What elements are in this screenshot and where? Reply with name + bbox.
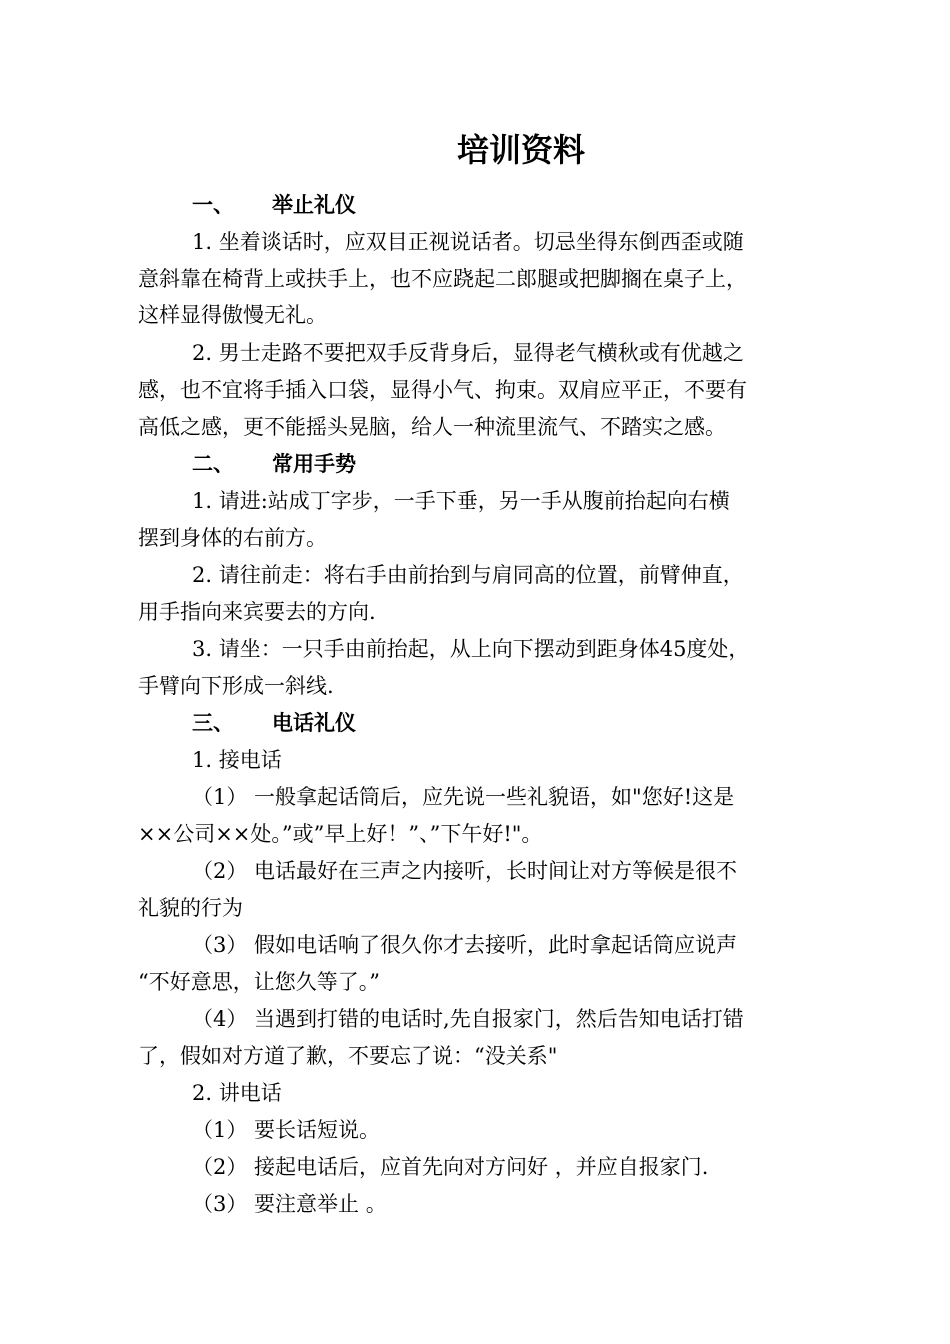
paragraph-line: 这样显得傲慢无礼。 xyxy=(138,303,327,327)
section-number: 一、 xyxy=(192,193,234,217)
paragraph-line: “不好意思，让您久等了。” xyxy=(138,970,380,994)
paragraph-line: 感，也不宜将手插入口袋，显得小气、拘束。双肩应平正，不要有 xyxy=(138,378,747,402)
paragraph-line: 高低之感，更不能摇头晃脑，给人一种流里流气、不踏实之感。 xyxy=(138,415,726,439)
paragraph-line: 用手指向来宾要去的方向. xyxy=(138,600,376,624)
paragraph-line: 了，假如对方道了歉，不要忘了说：“没关系" xyxy=(138,1044,558,1068)
paragraph-line: 2. 男士走路不要把双手反背身后，显得老气横秋或有优越之 xyxy=(192,341,744,365)
paragraph-line: 1. 接电话 xyxy=(192,748,282,772)
section-title: 电话礼仪 xyxy=(272,711,356,735)
section-heading-3 xyxy=(192,708,892,738)
paragraph-line: （3） 假如电话响了很久你才去接听，此时拿起话筒应说声 xyxy=(192,933,738,957)
paragraph-line: （2） 接起电话后，应首先向对方问好 ，并应自报家门. xyxy=(192,1155,709,1179)
paragraph-line: 2. 请往前走：将右手由前抬到与肩同高的位置，前臂伸直， xyxy=(192,563,744,587)
paragraph-line: 手臂向下形成一斜线. xyxy=(138,674,334,698)
paragraph-line: 2. 讲电话 xyxy=(192,1081,282,1105)
paragraph-line: （4） 当遇到打错的电话时,先自报家门，然后告知电话打错 xyxy=(192,1007,744,1031)
page-title: 培训资料 xyxy=(456,131,585,169)
paragraph-line: 礼貌的行为 xyxy=(138,896,243,920)
paragraph-line: （2） 电话最好在三声之内接听，长时间让对方等候是很不 xyxy=(192,859,738,883)
section-number: 二、 xyxy=(192,452,234,476)
paragraph-line: ××公司××处。”或”早上好！”、”下午好!"。 xyxy=(138,822,543,846)
section-number: 三、 xyxy=(192,711,234,735)
section-title: 常用手势 xyxy=(272,452,356,476)
paragraph-line: （1） 一般拿起话筒后，应先说一些礼貌语，如"您好!这是 xyxy=(192,785,735,809)
section-heading-1 xyxy=(192,190,892,220)
paragraph-line: 1. 坐着谈话时，应双目正视说话者。切忌坐得东倒西歪或随 xyxy=(192,230,744,254)
paragraph-line: （3） 要注意举止 。 xyxy=(192,1192,387,1216)
paragraph-line: 1. 请进:站成丁字步，一手下垂，另一手从腹前抬起向右横 xyxy=(192,489,730,513)
paragraph-line: 摆到身体的右前方。 xyxy=(138,526,327,550)
paragraph-line: 3. 请坐：一只手由前抬起，从上向下摆动到距身体45度处， xyxy=(192,637,750,661)
section-heading-2 xyxy=(192,449,892,479)
paragraph-line: 意斜靠在椅背上或扶手上，也不应跷起二郎腿或把脚搁在桌子上， xyxy=(138,267,747,291)
paragraph-line: （1） 要长话短说。 xyxy=(192,1118,381,1142)
section-title: 举止礼仪 xyxy=(272,193,356,217)
